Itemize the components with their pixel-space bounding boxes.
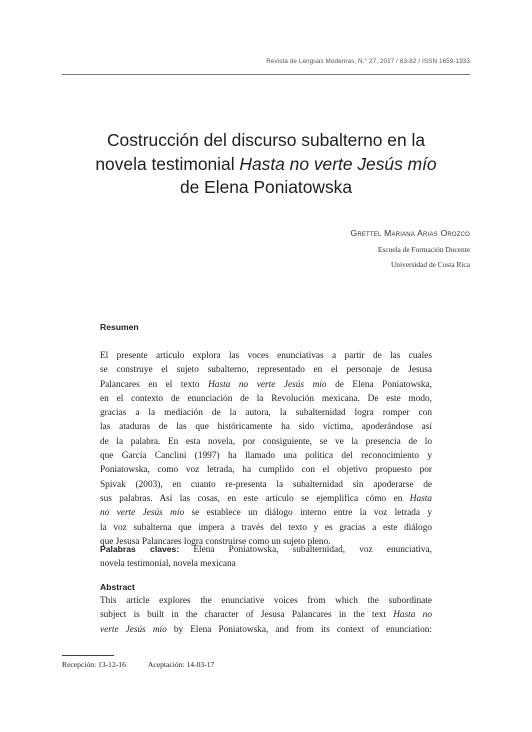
keywords-line (100, 542, 432, 557)
article-title (40, 129, 492, 200)
abstract-line: This article explores the enunciative voices from which the subordinate (100, 596, 432, 606)
resumen-heading: Resumen (100, 322, 139, 332)
resumen-line (100, 506, 432, 520)
resumen-line: en el contexto de enunciación de la Revolución mexicana. De este modo, (100, 393, 432, 404)
resumen-novel-name: Hasta no verte Jesús mío (208, 379, 327, 390)
keywords-line: novela testimonial, novela mexicana (100, 559, 236, 570)
abstract-paragraph (100, 594, 432, 637)
resumen-line: gracias a la mediación de la autora, la subalternidad logra romper con (100, 408, 432, 419)
resumen-line: Poniatowska, como voz letrada, ha cumplido con el objetivo propuesto por (100, 465, 432, 476)
abstract-heading: Abstract (100, 582, 135, 592)
resumen-line: que Jesusa Palancares logra construirse como un sujeto pleno. (100, 536, 331, 547)
resumen-novel-name: no verte Jesús mío (100, 508, 185, 519)
header-rule (62, 74, 470, 75)
resumen-line: Spivak (2003), en cuanto re-presenta la subalternidad sin apoderarse de (100, 479, 432, 490)
author-affiliation-university: Universidad de Costa Rica (390, 260, 470, 269)
accepted-date: Aceptación: 14-03-17 (147, 660, 215, 669)
abstract-novel-name: Hasta no (393, 610, 432, 621)
resumen-paragraph (100, 349, 432, 549)
resumen-line: que García Canclini (1997) ha llamado una política del reconocimiento y (100, 451, 432, 462)
resumen-novel-name: Hasta (409, 493, 432, 504)
title-line-2-prefix: novela testimonial (95, 153, 240, 174)
resumen-line: se construye el sujeto subalterno, representado en el personaje de Jesusa (100, 365, 432, 376)
received-date: Recepción: 13-12-16 (62, 660, 126, 669)
abstract-line (100, 608, 432, 622)
abstract-line-text: by Elena Poniatowska, and from its context of enunciation: (166, 624, 433, 635)
keywords-label: Palabras claves: (100, 544, 180, 554)
author-affiliation-school: Escuela de Formación Docente (377, 245, 470, 254)
abstract-novel-name: verte Jesús mío (100, 624, 167, 635)
resumen-line (100, 378, 432, 392)
keywords-text: Elena Poniatowska, subalternidad, voz enunciativa, (179, 545, 432, 555)
title-line-1: Costrucción del discurso subalterno en la (106, 130, 426, 150)
resumen-line: El presente artículo explora las voces enunciativas a partir de las cuales (100, 351, 432, 361)
footnote-rule (62, 655, 114, 656)
title-line-3: de Elena Poniatowska (179, 177, 353, 198)
keywords (100, 542, 432, 572)
resumen-line: la voz subalterna que impera a través del texto y es gracias a este diálogo (100, 522, 432, 533)
resumen-line-text: de Elena Poniatowska, (326, 379, 433, 390)
resumen-line (100, 492, 432, 506)
resumen-line: las ataduras de las que históricamente ha sido víctima, apoderándose así (100, 422, 432, 433)
abstract-line-text: subject is built in the character of Jesusa Palancares in the text (100, 610, 394, 621)
resumen-line: de la palabra. En esta novela, por consiguiente, se ve la presencia de lo (100, 436, 432, 447)
title-novel-name: Hasta no verte Jesús mío (239, 153, 437, 174)
abstract-line (100, 623, 432, 637)
submission-dates (62, 660, 214, 669)
running-head: Revista de Lenguas Modernas, N.° 27, 2017 / 63-82 / ISSN 1659-1933 (266, 58, 470, 65)
author-name: Grettel Mariana Arias Orozco (350, 228, 470, 238)
resumen-line-text: se establece un diálogo interno entre la voz letrada y (184, 508, 433, 519)
resumen-line-text: sus palabras. Así las cosas, en este artículo se ejemplifica cómo en (100, 493, 410, 504)
title-line-2 (40, 153, 492, 177)
resumen-line-text: Palancares en el texto (100, 379, 209, 390)
